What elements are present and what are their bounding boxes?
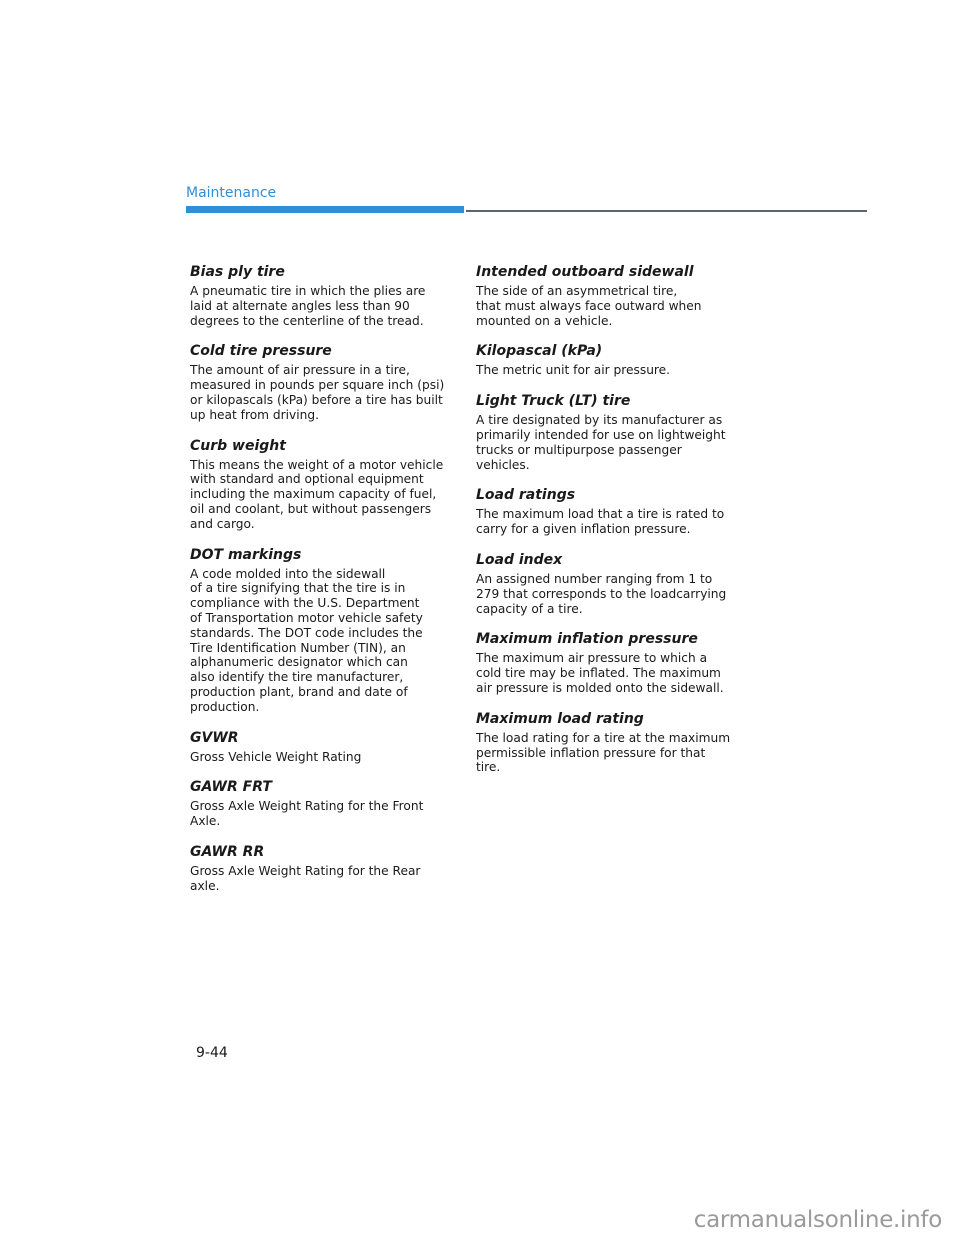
glossary-definition: The side of an asymmetrical tire, that must always face outward when mounted on a vehicle. (476, 284, 702, 328)
glossary-definition: A pneumatic tire in which the plies are laid at alternate angles less than 90 degrees to the centerline of the tread. (190, 284, 426, 328)
section-rule-accent (186, 206, 464, 213)
glossary-term: DOT markings (190, 546, 302, 563)
glossary-definition: The maximum load that a tire is rated to carry for a given inflation pressure. (476, 507, 725, 537)
glossary-term: Cold tire pressure (190, 343, 332, 360)
section-rule-divider (466, 210, 867, 212)
glossary-definition: An assigned number ranging from 1 to 279 that corresponds to the loadcarrying capacity of a tire. (476, 571, 727, 616)
glossary-entry (476, 392, 738, 472)
glossary-definition: Gross Vehicle Weight Rating (190, 749, 362, 764)
glossary-entry (476, 630, 738, 695)
glossary-entry (190, 729, 452, 765)
glossary-term: GVWR (190, 729, 239, 746)
glossary-entry (190, 843, 452, 894)
glossary-definition: The amount of air pressure in a tire, measured in pounds per square inch (psi) or kilopascals (kPa) before a tire has built up heat from driving. (190, 363, 445, 422)
glossary-term: Bias ply tire (190, 264, 285, 280)
glossary-entry (476, 486, 738, 537)
glossary-definition: The metric unit for air pressure. (476, 363, 671, 378)
glossary-definition: A code molded into the sidewall of a tire signifying that the tire is in compliance with the U.S. Department of Transportation motor vehicle safety standards. The DOT code includes the Tire Identification Number (TIN), an alphanumeric designator which can also identify the tire manufacturer, production plant, brand and date of production. (190, 566, 423, 714)
glossary-definition: A tire designated by its manufacturer as primarily intended for use on lightweight trucks or multipurpose passenger vehicles. (476, 413, 726, 472)
glossary-definition: Gross Axle Weight Rating for the Rear axle. (190, 863, 421, 893)
glossary-entry (190, 437, 452, 532)
glossary-definition: The load rating for a tire at the maximum permissible inflation pressure for that tire. (476, 730, 731, 775)
page-number: 9-44 (196, 1045, 228, 1061)
glossary-term: Intended outboard sidewall (476, 264, 694, 280)
glossary-definition: The maximum air pressure to which a cold tire may be inflated. The maximum air pressure is molded onto the sidewall. (476, 651, 724, 695)
glossary-definition: Gross Axle Weight Rating for the Front Axle. (190, 799, 424, 829)
section-title: Maintenance (186, 185, 277, 201)
glossary-term: Maximum load rating (476, 710, 644, 727)
glossary-term: Kilopascal (kPa) (476, 343, 603, 360)
glossary-term: Load index (476, 551, 563, 568)
glossary-term: Load ratings (476, 487, 576, 504)
watermark: carmanualsonline.info (693, 1207, 942, 1233)
glossary-entry (190, 263, 452, 328)
glossary-entry (190, 546, 452, 715)
glossary-term: GAWR FRT (190, 779, 272, 796)
glossary-entry (476, 342, 738, 378)
glossary-term: Maximum inflation pressure (476, 631, 698, 648)
glossary-entry (476, 551, 738, 616)
glossary-entry (190, 342, 452, 422)
glossary-term: GAWR RR (190, 843, 265, 860)
glossary-entry (476, 263, 738, 328)
glossary-definition: This means the weight of a motor vehicle with standard and optional equipment including the maximum capacity of fuel, oil and coolant, but without passengers and cargo. (190, 457, 444, 531)
right-column (476, 263, 738, 789)
glossary-entry (190, 778, 452, 829)
glossary-term: Light Truck (LT) tire (476, 393, 631, 410)
left-column (190, 263, 452, 908)
glossary-entry (476, 710, 738, 775)
glossary-term: Curb weight (190, 437, 286, 454)
